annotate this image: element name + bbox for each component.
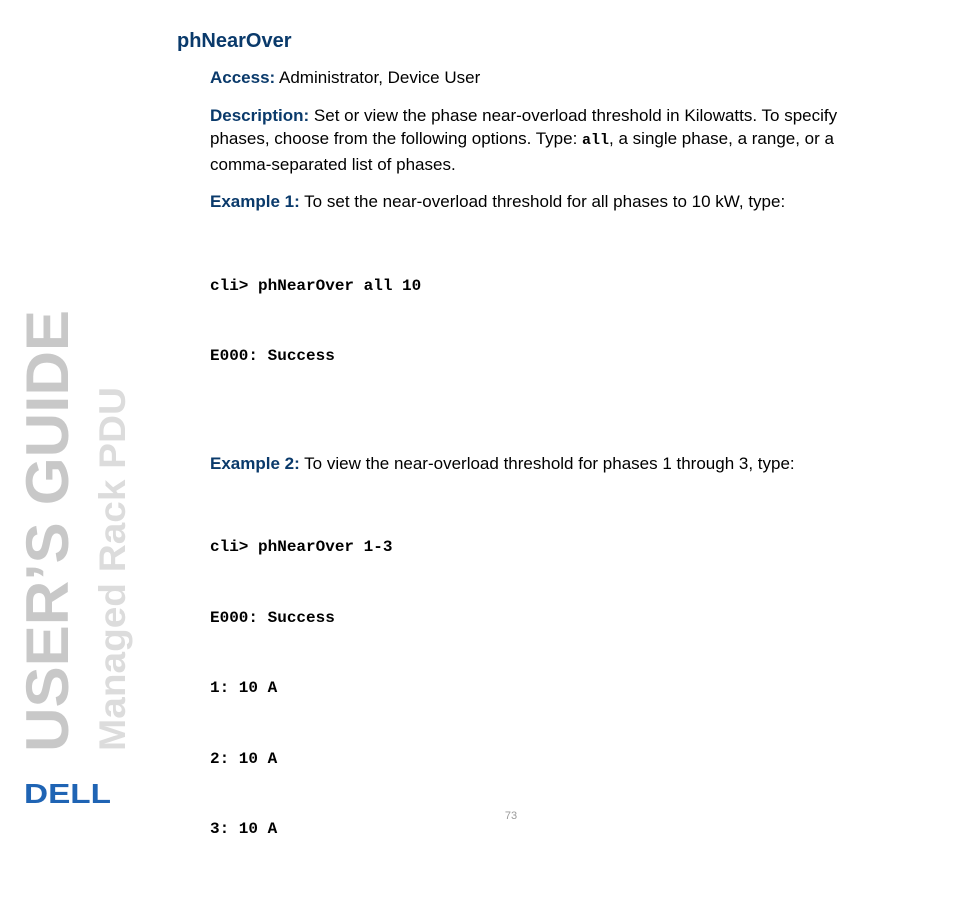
example1-text: To set the near-overload threshold for all phases to 10 kW, type: xyxy=(299,192,786,211)
sidebar-branding xyxy=(0,0,160,854)
guide-title: USER’S GUIDE xyxy=(14,321,81,752)
description-inline-code: all xyxy=(582,132,610,149)
page-number: 73 xyxy=(504,810,518,822)
access-label: Access: xyxy=(210,68,276,87)
code-line: E000: Success xyxy=(210,347,335,365)
code-line: cli> phNearOver all 10 xyxy=(210,276,422,295)
main-content xyxy=(210,66,900,903)
description-paragraph xyxy=(210,104,900,177)
sidebar-branding-graphic xyxy=(0,0,160,854)
code-line: 2: 10 A xyxy=(210,749,278,768)
example2-paragraph xyxy=(210,452,900,476)
access-paragraph xyxy=(210,66,900,90)
page-heading: phNearOver xyxy=(177,30,292,52)
example1-code-block xyxy=(210,228,900,416)
example2-text: To view the near-overload threshold for phases 1 through 3, type: xyxy=(299,453,795,473)
example1-label: Example 1: xyxy=(210,192,300,211)
code-line: 3: 10 A xyxy=(210,820,278,838)
dell-logo-text: DELL xyxy=(24,778,111,809)
access-text: Administrator, Device User xyxy=(275,68,481,87)
description-text-before: Set or view the phase near-overload threshold in Kilowatts. To specify phases, choose from the following options. Type: xyxy=(210,105,838,148)
dell-logo-icon xyxy=(24,778,111,809)
product-name: Managed Rack PDU xyxy=(92,403,133,751)
example2-label: Example 2: xyxy=(210,453,300,473)
example1-paragraph xyxy=(210,190,900,214)
description-label: Description: xyxy=(210,105,310,125)
example2-code-block xyxy=(210,489,900,889)
description-text-after: , a single phase, a range, or a comma-separated list of phases. xyxy=(210,129,834,174)
code-line: 1: 10 A xyxy=(210,679,278,697)
code-line: E000: Success xyxy=(210,608,335,627)
code-line: cli> phNearOver 1-3 xyxy=(210,538,393,556)
